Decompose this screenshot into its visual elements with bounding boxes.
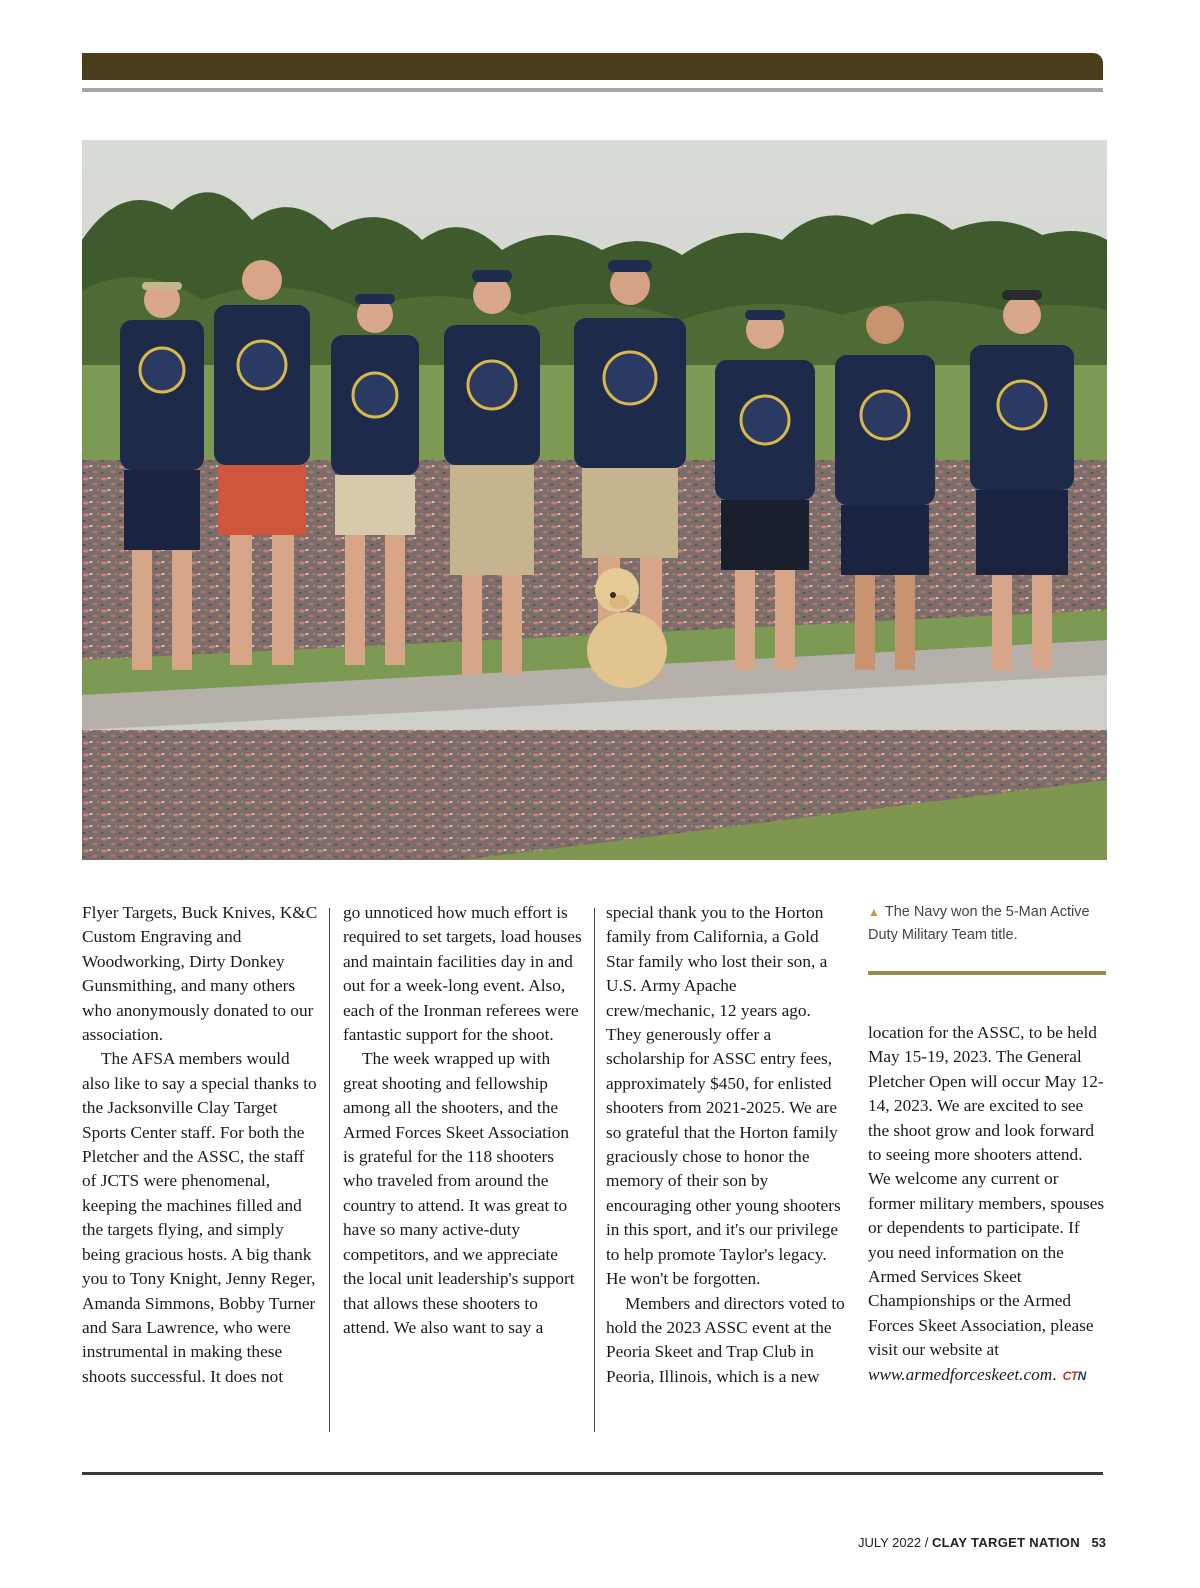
article-paragraph — [868, 1021, 1108, 1388]
article-paragraph: Members and directors voted to hold the 2023 ASSC event at the Peoria Skeet and Trap Club in Peoria, Illinois, which is a new — [606, 1293, 845, 1386]
caption-arrow-icon: ▲ — [868, 905, 880, 919]
column-divider — [594, 908, 595, 1432]
folio-magazine: CLAY TARGET NATION — [931, 1535, 1080, 1550]
footer-rule — [82, 1472, 1103, 1475]
page-folio — [858, 1535, 1106, 1550]
page-number: 53 — [1091, 1535, 1106, 1550]
article-text: location for the ASSC, to be held May 15-19, 2023. The General Pletcher Open will occur May 12-14, 2023. We are excited to see the shoot grow and look forward to seeing more shooters attend. We welcome any current or former military members, spouses or dependents to participate. If you need information on the Armed Services Skeet Championships or the Armed Forces Skeet Association, please visit our website at — [868, 1023, 1105, 1360]
caption-rule — [868, 971, 1106, 975]
folio-issue: JULY 2022 / — [857, 1535, 929, 1550]
article-paragraph: go unnoticed how much effort is required to set targets, load houses and maintain facilities day in and out for a week-long event. Also, each of the Ironman referees were fantastic support for the shoot. — [343, 903, 582, 1045]
article-column-4 — [868, 1021, 1108, 1388]
header-rule — [82, 88, 1103, 92]
header-bar — [82, 53, 1103, 80]
caption-text: The Navy won the 5-Man Active Duty Military Team title. — [868, 904, 1090, 943]
article-column-3 — [606, 901, 846, 1389]
website-link[interactable]: www.armedforceskeet.com — [868, 1364, 1053, 1384]
article-paragraph: special thank you to the Horton family from California, a Gold Star family who lost their son, a U.S. Army Apache crew/mechanic, 12 years ago. They generously offer a scholarship for ASSC entry fees, approximately $450, for enlisted shooters from 2021-2025. We are so grateful that the Horton family graciously chose to honor the memory of their son by encouraging other young shooters in this sport, and it's our privilege to help promote Taylor's legacy. He won't be forgotten. — [606, 903, 841, 1289]
team-photo — [82, 140, 1107, 860]
photo-caption — [868, 901, 1106, 947]
article-text-end: . — [1052, 1364, 1057, 1384]
article-paragraph: The AFSA members would also like to say a special thanks to the Jacksonville Clay Target Sports Center staff. For both the Pletcher and the ASSC, the staff of JCTS were phenomenal, keeping the machines filled and the targets flying, and simply being gracious hosts. A big thank you to Tony Knight, Jenny Reger, Amanda Simmons, Bobby Turner and Sara Lawrence, who were instrumental in making these shoots successful. It does not — [82, 1049, 317, 1386]
ctn-logo-icon: CTN — [1062, 1368, 1086, 1383]
article-paragraph: Flyer Targets, Buck Knives, K&C Custom Engraving and Woodworking, Dirty Donkey Gunsmithing, and many others who anonymously donated to our association. — [82, 903, 318, 1045]
article-paragraph: The week wrapped up with great shooting and fellowship among all the shooters, and the Armed Forces Skeet Association is grateful for the 118 shooters who traveled from around the country to attend. It was great to have so many active-duty competitors, and we appreciate the local unit leadership's support that allows these shooters to attend. We also want to say a — [343, 1049, 575, 1337]
article-column-2 — [343, 901, 583, 1340]
column-divider — [329, 908, 330, 1432]
article-column-1 — [82, 901, 318, 1389]
